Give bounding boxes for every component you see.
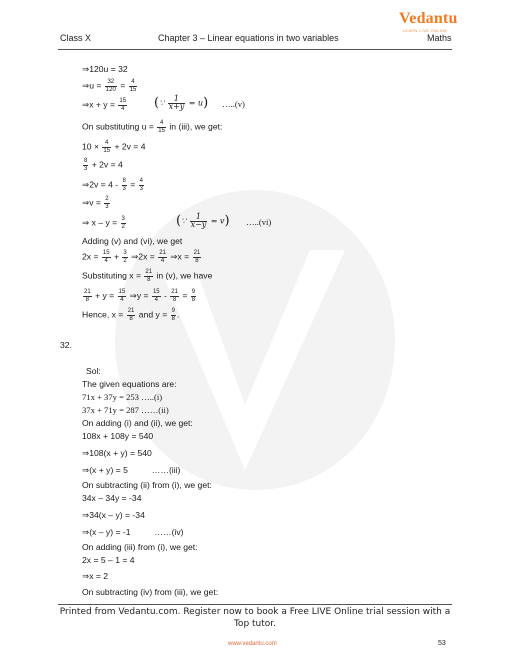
- footer-promo: [50, 606, 460, 630]
- q32-line-7: On subtracting (ii) from (i), we get:: [82, 480, 212, 490]
- header-rule: [58, 49, 452, 50]
- footer-rule: [58, 604, 452, 605]
- substituting-x: Substituting x = $\frac{21}{8}$ in (v), we have: [82, 269, 213, 283]
- q32-line-11: On adding (iii) from (i), we get:: [82, 542, 198, 552]
- question-number: 32.: [60, 340, 72, 350]
- q32-line-4: 108x + 108y = 540: [82, 431, 154, 441]
- solution-label: Sol:: [86, 366, 101, 376]
- step-x-minus-y: ⇒ x – y = $\frac{3}{2}$ (∵ $\frac{1}{x-y}$ = v) …..(vi): [82, 212, 272, 230]
- q32-line-10: ⇒(x – y) = -1 ……(iv): [82, 527, 184, 537]
- q32-line-8: 34x – 34y = -34: [82, 493, 142, 503]
- step-u-value: ⇒u = $\frac{32}{120}$ = $\frac{4}{15}$: [82, 79, 137, 93]
- footer-promo-line2: Top tutor.: [233, 619, 277, 629]
- q32-line-6: ⇒(x + y) = 5 ……(iii): [82, 465, 181, 475]
- class-label: Class X: [60, 33, 92, 43]
- logo-tagline: LEARN LIVE ONLINE: [403, 29, 448, 33]
- step-120u: ⇒120u = 32: [82, 64, 128, 74]
- q32-line-3: On adding (i) and (ii), we get:: [82, 418, 193, 428]
- step-2x: 2x = $\frac{15}{4}$ + $\frac{3}{2}$ ⇒2x = $\frac{21}{4}$ ⇒x = $\frac{21}{8}$: [82, 250, 201, 264]
- q32-line-12: 2x = 5 – 1 = 4: [82, 555, 135, 565]
- adding-v-vi: Adding (v) and (vi), we get: [82, 236, 183, 246]
- q32-line-1: 71x + 37y = 253 …..(i): [82, 392, 163, 402]
- logo-wordmark: Vedantu: [399, 10, 458, 27]
- subject-label: Maths: [427, 33, 452, 43]
- step-x-plus-y: ⇒x + y = $\frac{15}{4}$ (∵ $\frac{1}{x+y}$ = u) …..(v): [82, 94, 245, 112]
- q32-line-0: The given equations are:: [82, 379, 177, 389]
- page-number: 53: [438, 640, 446, 647]
- final-answer: Hence, x = $\frac{21}{8}$ and y = $\frac{9}{8}$ .: [82, 308, 180, 322]
- q32-line-14: On subtracting (iv) from (iii), we get:: [82, 587, 219, 597]
- step-y: $\frac{21}{8}$ + y = $\frac{15}{4}$ ⇒y = $\frac{15}{4}$ - $\frac{21}{8}$ = $\frac{9}{8}$: [84, 289, 196, 303]
- footer-url[interactable]: www.vedantu.com: [228, 641, 277, 647]
- step-10x: 10 × $\frac{4}{15}$ + 2v = 4: [82, 140, 146, 154]
- q32-line-2: 37x + 71y = 287 ……(ii): [82, 405, 169, 415]
- step-8-3: $\frac{8}{3}$ + 2v = 4: [84, 158, 123, 172]
- footer-promo-line1: Printed from Vedantu.com. Register now to book a Free LIVE Online trial session with a: [59, 607, 451, 617]
- step-v-value: ⇒v = $\frac{2}{3}$: [82, 196, 109, 210]
- q32-line-5: ⇒108(x + y) = 540: [82, 448, 152, 458]
- q32-line-9: ⇒34(x – y) = -34: [82, 510, 145, 520]
- step-2v: ⇒2v = 4 - $\frac{8}{3}$ = $\frac{4}{3}$: [82, 178, 143, 192]
- q32-line-13: ⇒x = 2: [82, 571, 109, 581]
- chapter-title: Chapter 3 – Linear equations in two variables: [158, 33, 339, 43]
- substituting-u: On substituting u = $\frac{4}{15}$ in (iii), we get:: [82, 120, 223, 134]
